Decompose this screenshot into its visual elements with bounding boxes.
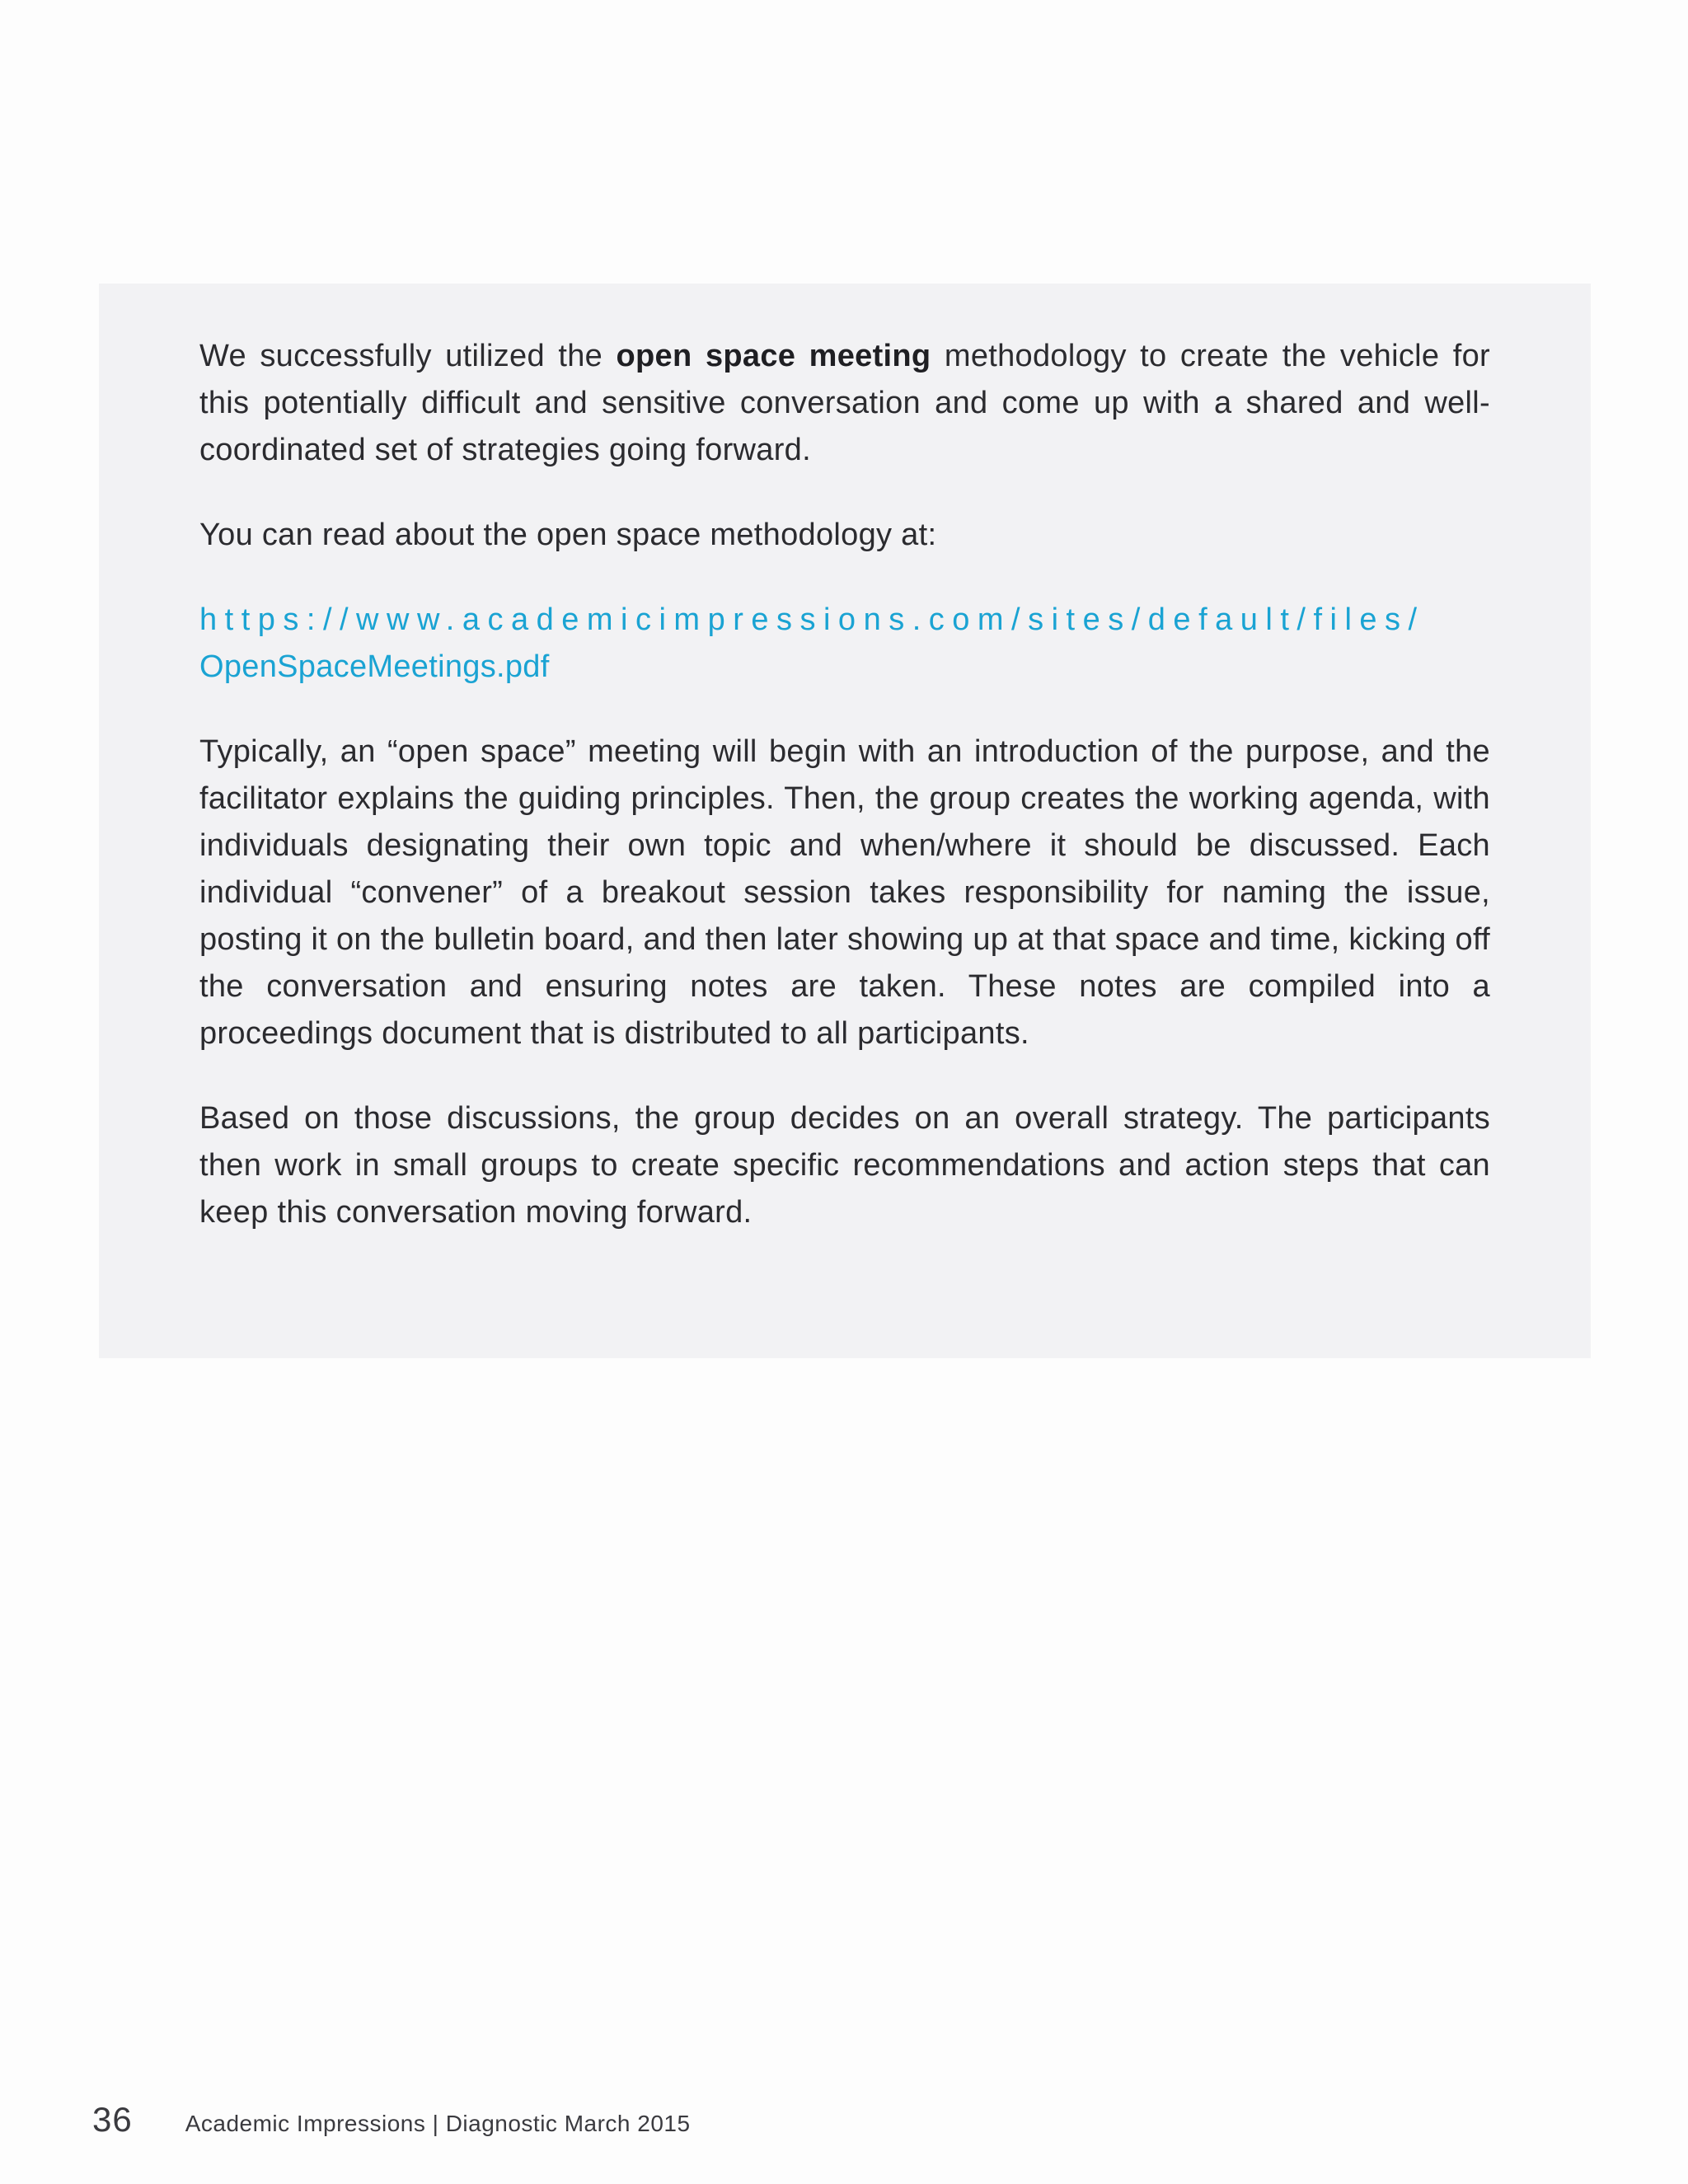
methodology-link[interactable] (199, 597, 1490, 691)
link-line-1[interactable]: https://www.academicimpressions.com/sites/default/files/ (199, 602, 1425, 637)
paragraph-read-about: You can read about the open space methodology at: (199, 518, 937, 552)
page-footer (92, 2100, 691, 2139)
footer-text: Academic Impressions | Diagnostic March 2015 (185, 2111, 691, 2136)
page-number: 36 (92, 2100, 133, 2139)
bold-term: open space meeting (616, 339, 931, 373)
intro-text-start: We successfully utilized the (199, 339, 617, 373)
paragraph-intro (199, 333, 1490, 474)
link-line-2[interactable]: OpenSpaceMeetings.pdf (199, 649, 550, 684)
callout-box (99, 284, 1591, 1358)
paragraph-based-on: Based on those discussions, the group decides on an overall strategy. The participants then work in small groups to create specific recommendations and action steps that can keep this conversation moving forward. (199, 1101, 1490, 1230)
paragraph-typically: Typically, an “open space” meeting will begin with an introduction of the purpose, and the facilitator explains the guiding principles. Then, the group creates the working agenda, with individuals designating their own topic and when/where it should be discussed. Each individual “convener” of a breakout session takes responsibility for naming the issue, posting it on the bulletin board, and then later showing up at that space and time, kicking off the conversation and ensuring notes are taken. These notes are compiled into a proceedings document that is distributed to all participants. (199, 734, 1490, 1051)
intro-text-end: methodology to create the vehicle for this potentially difficult and sensitive conversation and come up with a shared and well-coordinated set of strategies going forward. (199, 339, 1490, 467)
